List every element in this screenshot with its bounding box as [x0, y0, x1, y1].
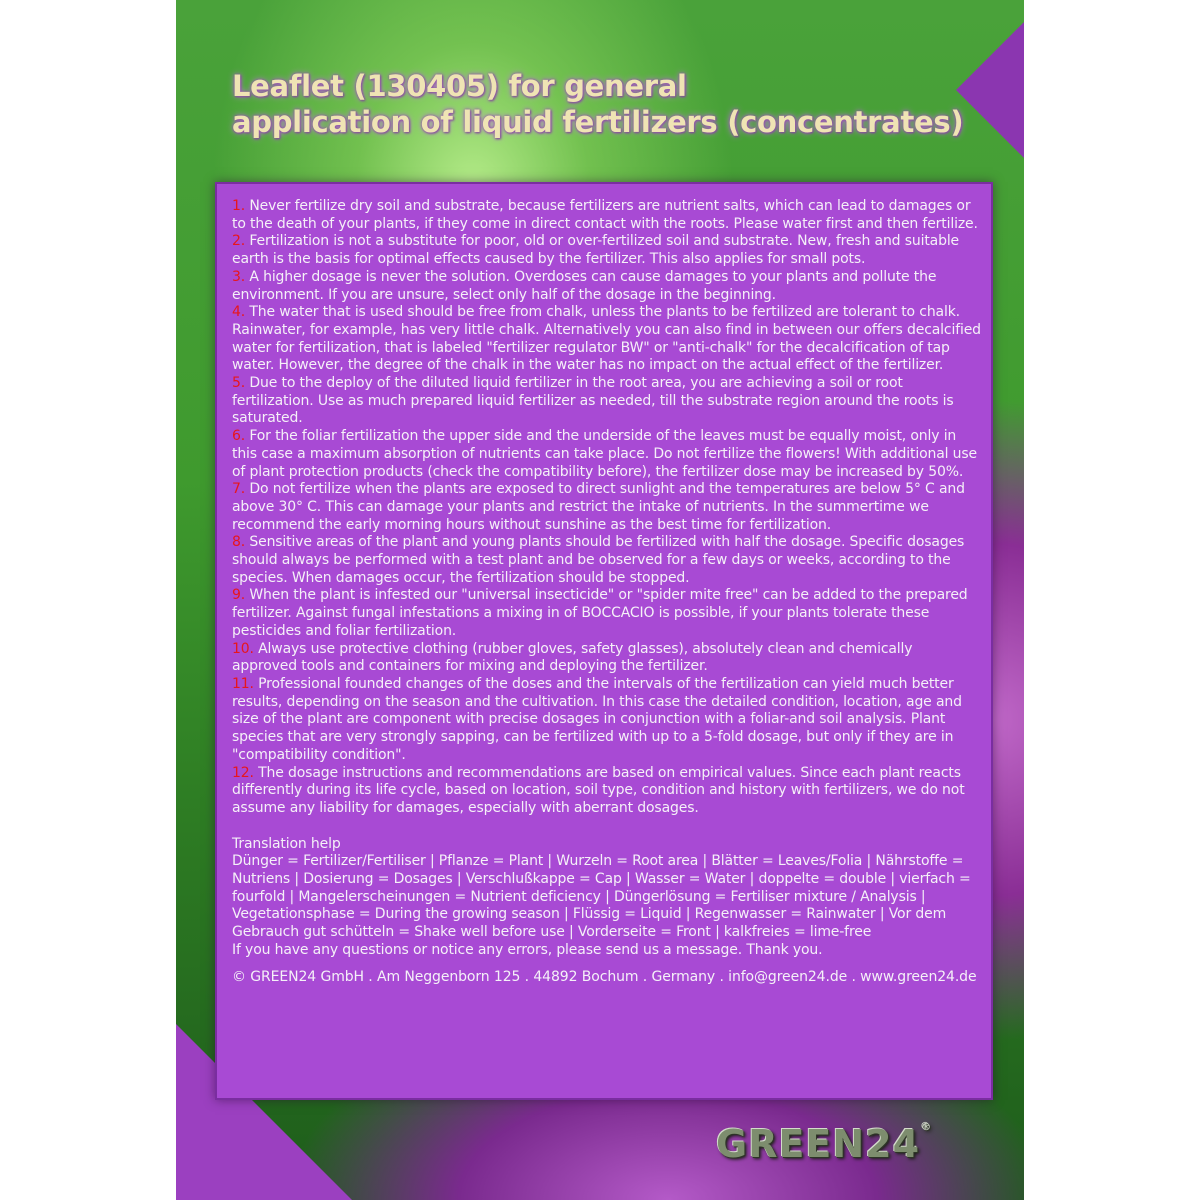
rule-text: The dosage instructions and recommendations are based on empirical values. Since each plant reacts differently during its life cycle, based on location, soil type, condition and history with fertilizers, we do not assume any liability for damages, especially with aberrant dosages.: [232, 764, 965, 816]
rule-number: 8.: [232, 534, 246, 551]
rule-number: 7.: [232, 481, 246, 498]
rule-number: 10.: [232, 640, 254, 657]
translation-help-text: Dünger = Fertilizer/Fertiliser | Pflanze = Plant | Wurzeln = Root area | Blätter = Leaves/Folia | Nährstoffe = Nutriens | Dosierung = Dosages | Verschlußkappe = Cap | Wasser = Water | doppelte = double | vierfach = fourfold | Mangelerscheinungen = Nutrient deficiency | Düngerlösung = Fertiliser mixture / Analysis | Vegetationsphase = During the growing season | Flüssig = Liquid | Regenwasser = Rainwater | Vor dem Gebrauch gut schütteln = Shake well before use | Vorderseite = Front | kalkfreies = lime-free: [232, 853, 971, 941]
rule-text: Never fertilize dry soil and substrate, because fertilizers are nutrient salts, which can lead to damages or to the death of your plants, if they come in direct contact with the roots. Please water first and then fertilize.: [232, 198, 978, 232]
rule-number: 4.: [232, 304, 246, 321]
rule-item-5: [232, 375, 981, 428]
rule-number: 12.: [232, 764, 254, 781]
rule-text: Fertilization is not a substitute for poor, old or over-fertilized soil and substrate. New, fresh and suitable earth is the basis for optimal effects caused by the fertilizer. This also applies for small pots.: [232, 233, 960, 268]
title-line-2: application of liquid fertilizers (concentrates): [232, 105, 964, 139]
rule-item-7: [232, 481, 981, 534]
rule-text: Do not fertilize when the plants are exposed to direct sunlight and the temperatures are below 5° C and above 30° C. This can damage your plants and restrict the intake of nutrients. In the summertime we recommend the early morning hours without sunshine as the best time for fertilization.: [232, 481, 965, 533]
logo-text: GREEN24: [716, 1122, 921, 1166]
translation-help-heading: Translation help: [232, 835, 341, 852]
leaflet-page: [176, 0, 1024, 1200]
company-footer: © GREEN24 GmbH . Am Neggenborn 125 . 44892 Bochum . Germany . info@green24.de . www.green24.de: [232, 968, 977, 985]
rule-number: 6.: [232, 428, 246, 445]
rule-item-4: [232, 304, 981, 375]
rule-item-10: [232, 641, 981, 676]
rule-text: Professional founded changes of the doses and the intervals of the fertilization can yield much better results, depending on the season and the cultivation. In this case the detailed condition, location, age and size of the plant are component with precise dosages in conjunction with a foliar-and soil analysis. Plant species that are very strongly sapping, can be fertilized with up to a 5-fold dosage, but only if they are in "compatibility condition".: [232, 675, 962, 763]
rule-text: For the foliar fertilization the upper side and the underside of the leaves must be equally moist, only in this case a maximum absorption of nutrients can take place. Do not fertilize the flowers! With additional use of plant protection products (check the compatibility before), the fertilizer dose may be increased by 50%.: [232, 428, 978, 480]
rule-text: Due to the deploy of the diluted liquid fertilizer in the root area, you are achieving a soil or root fertilization. Use as much prepared liquid fertilizer as needed, till the substrate region around the roots is saturated.: [232, 375, 954, 427]
rule-item-8: [232, 534, 981, 587]
rule-item-3: [232, 269, 981, 304]
leaflet-title: [232, 68, 1012, 140]
rule-text: Always use protective clothing (rubber gloves, safety glasses), absolutely clean and chemically approved tools and containers for mixing and deploying the fertilizer.: [232, 640, 913, 675]
contact-note: If you have any questions or notice any errors, please send us a message. Thank you.: [232, 941, 823, 958]
rule-text: The water that is used should be free from chalk, unless the plants to be fertilized are tolerant to chalk. Rainwater, for example, has very little chalk. Alternatively you can also find in between our offers decalcified water for fertilization, that is labeled "fertilizer regulator BW" or "anti-chalk" for the decalcification of tap water. However, the degree of the chalk in the water has no impact on the actual effect of the fertilizer.: [232, 304, 981, 374]
rule-number: 2.: [232, 233, 246, 250]
green24-logo: [716, 1122, 932, 1166]
rule-number: 11.: [232, 675, 254, 692]
rule-number: 9.: [232, 587, 246, 604]
rule-text: When the plant is infested our "universal insecticide" or "spider mite free" can be added to the prepared fertilizer. Against fungal infestations a mixing in of BOCCACIO is possible, if your plants tolerate these pesticides and foliar fertilization.: [232, 587, 968, 639]
rule-item-12: [232, 765, 981, 818]
rule-number: 1.: [232, 198, 246, 214]
registered-mark: ®: [921, 1122, 933, 1133]
instructions-panel: [215, 182, 993, 1100]
rule-item-11: [232, 676, 981, 765]
rule-item-1: [232, 198, 981, 233]
rule-text: A higher dosage is never the solution. Overdoses can cause damages to your plants and pollute the environment. If you are unsure, select only half of the dosage in the beginning.: [232, 268, 937, 303]
rule-item-6: [232, 428, 981, 481]
title-line-1: Leaflet (130405) for general: [232, 69, 687, 103]
rule-item-2: [232, 233, 981, 268]
rule-item-9: [232, 587, 981, 640]
rule-number: 5.: [232, 375, 246, 392]
rule-number: 3.: [232, 268, 246, 285]
rule-text: Sensitive areas of the plant and young plants should be fertilized with half the dosage. Specific dosages should always be performed with a test plant and be observed for a few days or weeks, according to the species. When damages occur, the fertilization should be stopped.: [232, 534, 965, 586]
